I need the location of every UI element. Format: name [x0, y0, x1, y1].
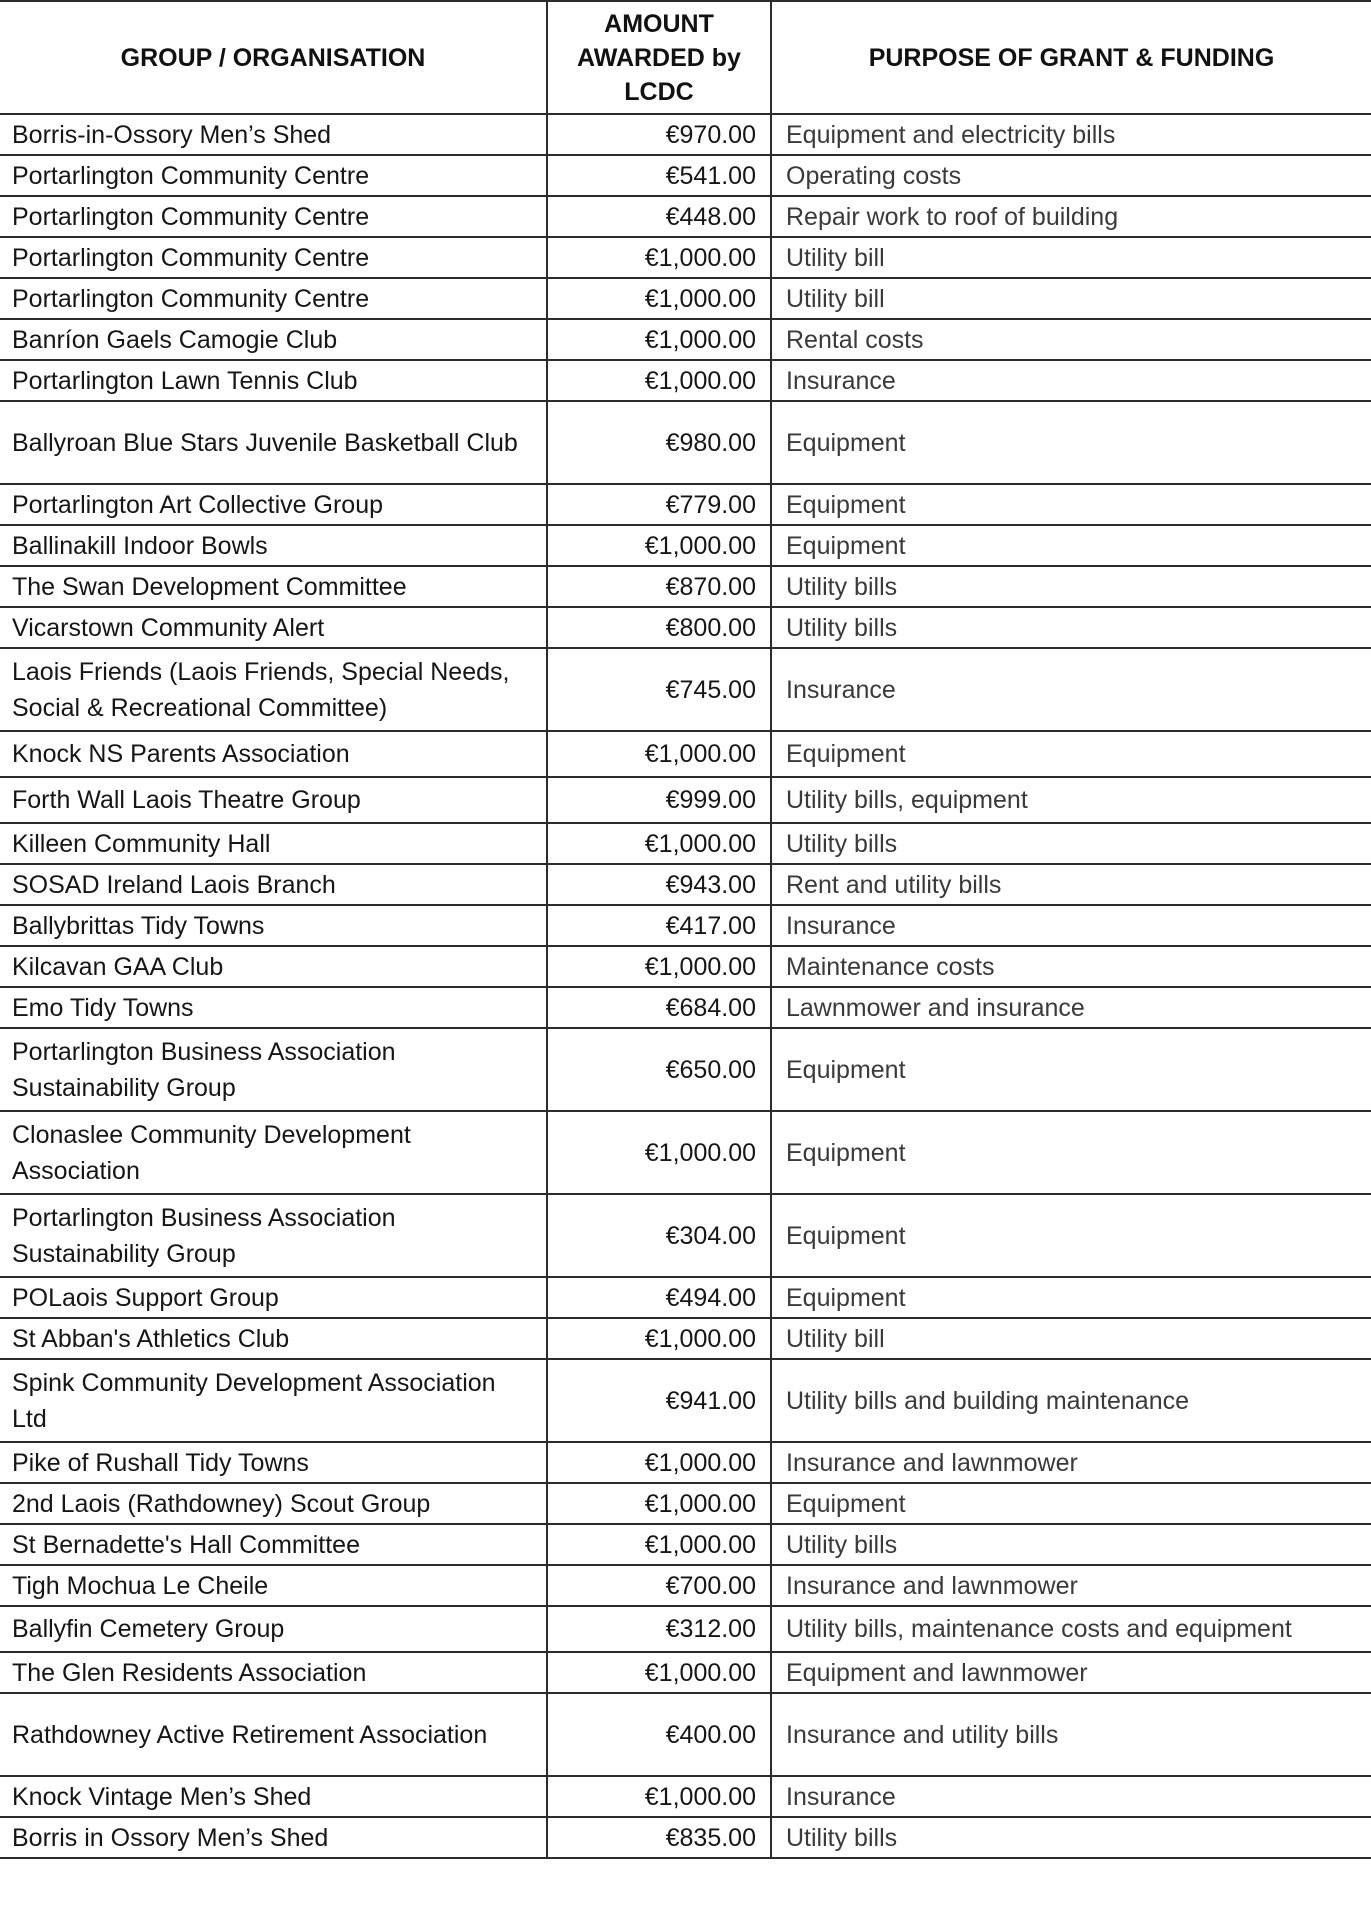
table-row — [0, 525, 1371, 566]
cell-group: St Bernadette's Hall Committee — [0, 1524, 547, 1565]
cell-purpose: Rent and utility bills — [771, 864, 1371, 905]
table-row — [0, 114, 1371, 155]
cell-amount: €1,000.00 — [547, 731, 771, 777]
cell-group: Portarlington Lawn Tennis Club — [0, 360, 547, 401]
cell-amount: €541.00 — [547, 155, 771, 196]
cell-amount: €1,000.00 — [547, 946, 771, 987]
cell-amount: €941.00 — [547, 1359, 771, 1442]
cell-purpose: Utility bills, maintenance costs and equipment — [771, 1606, 1371, 1652]
cell-purpose: Insurance and utility bills — [771, 1693, 1371, 1776]
table-row — [0, 946, 1371, 987]
cell-amount: €1,000.00 — [547, 1776, 771, 1817]
cell-group: Portarlington Business Association Sustainability Group — [0, 1194, 547, 1277]
cell-amount: €1,000.00 — [547, 525, 771, 566]
table-row — [0, 360, 1371, 401]
cell-purpose: Equipment — [771, 1111, 1371, 1194]
cell-purpose: Insurance — [771, 1776, 1371, 1817]
cell-group: Knock Vintage Men’s Shed — [0, 1776, 547, 1817]
cell-amount: €1,000.00 — [547, 237, 771, 278]
cell-purpose: Equipment — [771, 1028, 1371, 1111]
cell-purpose: Utility bills — [771, 1817, 1371, 1858]
cell-group: Pike of Rushall Tidy Towns — [0, 1442, 547, 1483]
cell-amount: €1,000.00 — [547, 1652, 771, 1693]
cell-amount: €1,000.00 — [547, 360, 771, 401]
cell-purpose: Utility bills — [771, 607, 1371, 648]
cell-group: Clonaslee Community Development Association — [0, 1111, 547, 1194]
cell-group: Killeen Community Hall — [0, 823, 547, 864]
cell-amount: €870.00 — [547, 566, 771, 607]
table-row — [0, 648, 1371, 731]
cell-group: Ballybrittas Tidy Towns — [0, 905, 547, 946]
table-row — [0, 1483, 1371, 1524]
cell-group: Ballinakill Indoor Bowls — [0, 525, 547, 566]
cell-amount: €1,000.00 — [547, 1111, 771, 1194]
cell-purpose: Insurance — [771, 905, 1371, 946]
cell-amount: €1,000.00 — [547, 823, 771, 864]
cell-purpose: Rental costs — [771, 319, 1371, 360]
cell-amount: €1,000.00 — [547, 1442, 771, 1483]
cell-group: SOSAD Ireland Laois Branch — [0, 864, 547, 905]
cell-group: Banríon Gaels Camogie Club — [0, 319, 547, 360]
table-row — [0, 864, 1371, 905]
header-amount-label: AMOUNT AWARDED by LCDC — [577, 9, 741, 106]
cell-purpose: Equipment — [771, 401, 1371, 484]
cell-purpose: Equipment and electricity bills — [771, 114, 1371, 155]
cell-purpose: Insurance — [771, 648, 1371, 731]
cell-amount: €1,000.00 — [547, 319, 771, 360]
cell-amount: €835.00 — [547, 1817, 771, 1858]
cell-group: Tigh Mochua Le Cheile — [0, 1565, 547, 1606]
cell-purpose: Maintenance costs — [771, 946, 1371, 987]
cell-amount: €400.00 — [547, 1693, 771, 1776]
cell-group: The Swan Development Committee — [0, 566, 547, 607]
cell-amount: €700.00 — [547, 1565, 771, 1606]
cell-purpose: Equipment — [771, 1483, 1371, 1524]
table-row — [0, 1277, 1371, 1318]
table-row — [0, 905, 1371, 946]
table-row — [0, 1442, 1371, 1483]
cell-group: Kilcavan GAA Club — [0, 946, 547, 987]
table-row — [0, 484, 1371, 525]
table-row — [0, 1693, 1371, 1776]
cell-group: Ballyroan Blue Stars Juvenile Basketball Club — [0, 401, 547, 484]
cell-group: Portarlington Community Centre — [0, 196, 547, 237]
table-row — [0, 155, 1371, 196]
cell-purpose: Equipment — [771, 731, 1371, 777]
cell-group: Rathdowney Active Retirement Association — [0, 1693, 547, 1776]
cell-group: Portarlington Business Association Sustainability Group — [0, 1028, 547, 1111]
cell-amount: €980.00 — [547, 401, 771, 484]
cell-amount: €800.00 — [547, 607, 771, 648]
cell-group: Borris-in-Ossory Men’s Shed — [0, 114, 547, 155]
cell-purpose: Lawnmower and insurance — [771, 987, 1371, 1028]
table-row — [0, 731, 1371, 777]
cell-purpose: Operating costs — [771, 155, 1371, 196]
cell-amount: €943.00 — [547, 864, 771, 905]
cell-group: Portarlington Community Centre — [0, 278, 547, 319]
cell-amount: €448.00 — [547, 196, 771, 237]
table-row — [0, 1194, 1371, 1277]
cell-group: Portarlington Community Centre — [0, 237, 547, 278]
table-row — [0, 1817, 1371, 1858]
cell-purpose: Repair work to roof of building — [771, 196, 1371, 237]
cell-group: Ballyfin Cemetery Group — [0, 1606, 547, 1652]
cell-amount: €779.00 — [547, 484, 771, 525]
cell-group: POLaois Support Group — [0, 1277, 547, 1318]
table-row — [0, 1776, 1371, 1817]
cell-amount: €417.00 — [547, 905, 771, 946]
cell-amount: €1,000.00 — [547, 1483, 771, 1524]
cell-amount: €999.00 — [547, 777, 771, 823]
cell-amount: €1,000.00 — [547, 1318, 771, 1359]
cell-purpose: Utility bills, equipment — [771, 777, 1371, 823]
cell-group: The Glen Residents Association — [0, 1652, 547, 1693]
cell-purpose: Utility bill — [771, 278, 1371, 319]
cell-group: Spink Community Development Association Ltd — [0, 1359, 547, 1442]
cell-amount: €684.00 — [547, 987, 771, 1028]
table-row — [0, 196, 1371, 237]
cell-purpose: Equipment — [771, 525, 1371, 566]
table-row — [0, 566, 1371, 607]
cell-amount: €745.00 — [547, 648, 771, 731]
cell-purpose: Insurance and lawnmower — [771, 1442, 1371, 1483]
cell-amount: €970.00 — [547, 114, 771, 155]
cell-purpose: Equipment — [771, 1194, 1371, 1277]
cell-amount: €1,000.00 — [547, 1524, 771, 1565]
cell-purpose: Insurance and lawnmower — [771, 1565, 1371, 1606]
table-row — [0, 823, 1371, 864]
cell-amount: €650.00 — [547, 1028, 771, 1111]
cell-purpose: Utility bill — [771, 1318, 1371, 1359]
cell-purpose: Utility bills — [771, 823, 1371, 864]
table-row — [0, 1359, 1371, 1442]
table-row — [0, 1652, 1371, 1693]
cell-amount: €304.00 — [547, 1194, 771, 1277]
cell-group: Forth Wall Laois Theatre Group — [0, 777, 547, 823]
cell-group: Portarlington Community Centre — [0, 155, 547, 196]
cell-group: 2nd Laois (Rathdowney) Scout Group — [0, 1483, 547, 1524]
table-row — [0, 1606, 1371, 1652]
cell-purpose: Utility bills and building maintenance — [771, 1359, 1371, 1442]
cell-group: Portarlington Art Collective Group — [0, 484, 547, 525]
table-row — [0, 319, 1371, 360]
cell-amount: €494.00 — [547, 1277, 771, 1318]
cell-group: St Abban's Athletics Club — [0, 1318, 547, 1359]
cell-amount: €1,000.00 — [547, 278, 771, 319]
cell-group: Laois Friends (Laois Friends, Special Needs, Social & Recreational Committee) — [0, 648, 547, 731]
table-row — [0, 1524, 1371, 1565]
table-header-row — [0, 1, 1371, 114]
table-row — [0, 987, 1371, 1028]
header-purpose: PURPOSE OF GRANT & FUNDING — [771, 1, 1371, 114]
header-group: GROUP / ORGANISATION — [0, 1, 547, 114]
cell-purpose: Insurance — [771, 360, 1371, 401]
table-row — [0, 1028, 1371, 1111]
table-body — [0, 114, 1371, 1858]
cell-purpose: Equipment — [771, 484, 1371, 525]
table-row — [0, 401, 1371, 484]
table-row — [0, 278, 1371, 319]
cell-purpose: Utility bills — [771, 566, 1371, 607]
table-row — [0, 1565, 1371, 1606]
cell-group: Knock NS Parents Association — [0, 731, 547, 777]
table-row — [0, 237, 1371, 278]
cell-purpose: Utility bill — [771, 237, 1371, 278]
cell-purpose: Equipment and lawnmower — [771, 1652, 1371, 1693]
table-row — [0, 1318, 1371, 1359]
cell-group: Borris in Ossory Men’s Shed — [0, 1817, 547, 1858]
table-row — [0, 1111, 1371, 1194]
cell-group: Vicarstown Community Alert — [0, 607, 547, 648]
cell-amount: €312.00 — [547, 1606, 771, 1652]
cell-purpose: Equipment — [771, 1277, 1371, 1318]
header-amount — [547, 1, 771, 114]
cell-purpose: Utility bills — [771, 1524, 1371, 1565]
table-row — [0, 777, 1371, 823]
cell-group: Emo Tidy Towns — [0, 987, 547, 1028]
table-row — [0, 607, 1371, 648]
